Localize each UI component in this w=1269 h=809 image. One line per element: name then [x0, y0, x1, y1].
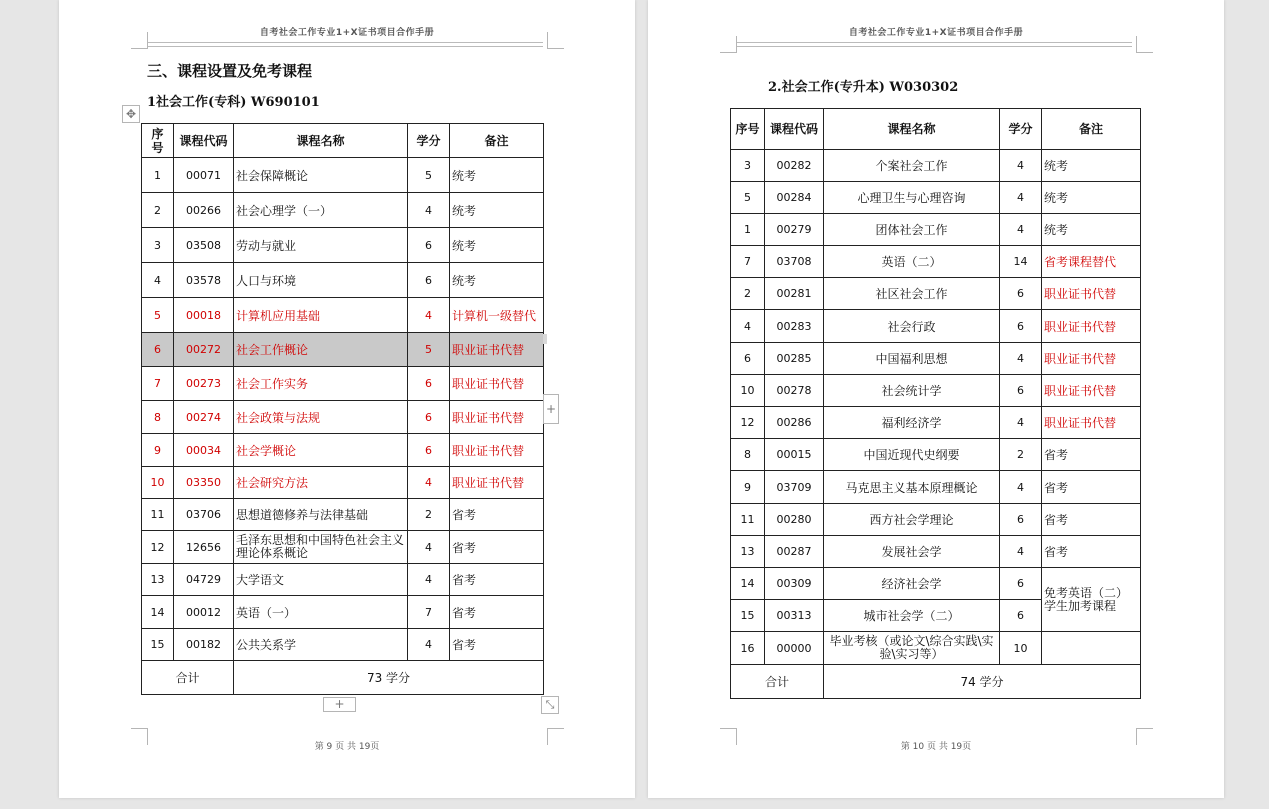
table-row [731, 375, 1141, 407]
table-row [142, 531, 544, 564]
table-row-highlighted [142, 367, 544, 401]
table-row [731, 568, 1141, 600]
course-note[interactable]: 统考 [450, 263, 544, 298]
page-footer: 第 9 页 共 19页 [314, 742, 380, 752]
table-header-row [731, 109, 1141, 150]
course-note[interactable]: 省考 [450, 564, 544, 596]
document-page-9 [59, 0, 635, 798]
add-column-icon[interactable]: + [543, 394, 559, 424]
header-rule [147, 42, 543, 47]
course-name[interactable]: 城市社会学（二） [824, 600, 1000, 632]
course-code[interactable]: 00284 [765, 182, 824, 214]
row-number[interactable]: 3 [731, 150, 765, 182]
course-credit[interactable]: 6 [408, 367, 450, 401]
course-code[interactable]: 00018 [174, 298, 234, 333]
table-caption: 2.社会工作(专升本) W030302 [768, 80, 959, 95]
course-code[interactable]: 00279 [765, 214, 824, 246]
table-row [731, 246, 1141, 278]
course-code[interactable]: 00282 [765, 150, 824, 182]
row-number[interactable]: 6 [731, 343, 765, 375]
course-note[interactable]: 职业证书代替 [1042, 343, 1141, 375]
course-credit[interactable]: 6 [408, 228, 450, 263]
table-total-row [731, 665, 1141, 699]
course-name[interactable]: 英语（二） [824, 246, 1000, 278]
course-note[interactable]: 统考 [1042, 214, 1141, 246]
course-note[interactable]: 职业证书代替 [450, 467, 544, 499]
course-code[interactable]: 03350 [174, 467, 234, 499]
course-credit[interactable]: 2 [408, 499, 450, 531]
row-number[interactable]: 5 [142, 298, 174, 333]
course-table-bachelor [730, 108, 1141, 699]
course-note[interactable] [1042, 632, 1141, 665]
course-credit[interactable]: 6 [408, 434, 450, 467]
table-row-selected [142, 333, 544, 367]
course-code[interactable]: 00012 [174, 596, 234, 629]
course-name[interactable]: 发展社会学 [824, 536, 1000, 568]
course-name[interactable]: 社会研究方法 [234, 467, 408, 499]
course-code[interactable]: 03708 [765, 246, 824, 278]
table-row [142, 228, 544, 263]
course-credit[interactable]: 6 [1000, 600, 1042, 632]
table-row [142, 499, 544, 531]
course-credit[interactable]: 6 [408, 263, 450, 298]
row-number[interactable]: 2 [142, 193, 174, 228]
course-name[interactable]: 毛泽东思想和中国特色社会主义理论体系概论 [234, 531, 408, 564]
course-code[interactable]: 00285 [765, 343, 824, 375]
table-row-highlighted [142, 434, 544, 467]
course-name[interactable]: 大学语文 [234, 564, 408, 596]
course-note[interactable]: 职业证书代替 [450, 333, 544, 367]
course-code[interactable]: 04729 [174, 564, 234, 596]
course-credit[interactable]: 4 [1000, 150, 1042, 182]
course-credit[interactable]: 5 [408, 158, 450, 193]
course-credit[interactable]: 4 [408, 564, 450, 596]
course-name[interactable]: 劳动与就业 [234, 228, 408, 263]
course-code[interactable]: 03508 [174, 228, 234, 263]
row-number[interactable]: 2 [731, 278, 765, 310]
course-credit[interactable]: 6 [1000, 375, 1042, 407]
course-credit[interactable]: 6 [408, 401, 450, 434]
table-row [142, 629, 544, 661]
table-caption: 1社会工作(专科) W690101 [147, 95, 320, 110]
table-row [731, 471, 1141, 504]
table-row [142, 564, 544, 596]
row-number[interactable]: 12 [142, 531, 174, 564]
row-number[interactable]: 5 [731, 182, 765, 214]
row-number[interactable]: 15 [142, 629, 174, 661]
column-resize-marker[interactable] [543, 334, 547, 344]
course-code[interactable]: 00015 [765, 439, 824, 471]
course-name[interactable]: 马克思主义基本原理概论 [824, 471, 1000, 504]
row-number[interactable]: 13 [731, 536, 765, 568]
course-note[interactable]: 职业证书代替 [450, 367, 544, 401]
page-header: 自考社会工作专业1+X证书项目合作手册 [848, 28, 1024, 38]
row-number[interactable]: 16 [731, 632, 765, 665]
course-name[interactable]: 中国近现代史纲要 [824, 439, 1000, 471]
course-note[interactable]: 省考 [450, 596, 544, 629]
course-name[interactable]: 英语（一） [234, 596, 408, 629]
table-row-highlighted [142, 401, 544, 434]
header-cell: 学分 [408, 124, 450, 158]
move-handle-icon[interactable]: ✥ [122, 105, 140, 123]
course-credit[interactable]: 7 [408, 596, 450, 629]
course-name[interactable]: 社会保障概论 [234, 158, 408, 193]
course-name[interactable]: 社会学概论 [234, 434, 408, 467]
row-number[interactable]: 1 [142, 158, 174, 193]
course-note[interactable]: 省考 [1042, 536, 1141, 568]
course-note[interactable]: 省考 [1042, 471, 1141, 504]
header-cell: 课程代码 [765, 109, 824, 150]
table-row [142, 158, 544, 193]
course-note[interactable]: 省考 [1042, 504, 1141, 536]
table-header-row [142, 124, 544, 158]
course-code[interactable]: 00266 [174, 193, 234, 228]
course-code[interactable]: 00272 [174, 333, 234, 367]
document-page-10 [648, 0, 1224, 798]
course-note[interactable]: 省考课程替代 [1042, 246, 1141, 278]
table-row [731, 632, 1141, 665]
course-name[interactable]: 思想道德修养与法律基础 [234, 499, 408, 531]
course-credit[interactable]: 4 [1000, 214, 1042, 246]
row-number[interactable]: 13 [142, 564, 174, 596]
header-cell: 课程名称 [234, 124, 408, 158]
margin-corner-mark [720, 36, 737, 53]
row-number[interactable]: 15 [731, 600, 765, 632]
course-note[interactable]: 省考 [1042, 439, 1141, 471]
course-note[interactable]: 省考 [450, 499, 544, 531]
row-number[interactable]: 12 [731, 407, 765, 439]
course-name[interactable]: 公共关系学 [234, 629, 408, 661]
table-row [731, 504, 1141, 536]
course-name[interactable]: 西方社会学理论 [824, 504, 1000, 536]
course-code[interactable]: 00273 [174, 367, 234, 401]
course-code[interactable]: 03706 [174, 499, 234, 531]
course-name[interactable]: 福利经济学 [824, 407, 1000, 439]
course-credit[interactable]: 5 [408, 333, 450, 367]
course-name[interactable]: 团体社会工作 [824, 214, 1000, 246]
course-name[interactable]: 中国福利思想 [824, 343, 1000, 375]
header-cell: 课程代码 [174, 124, 234, 158]
course-credit[interactable]: 4 [408, 531, 450, 564]
course-note[interactable]: 职业证书代替 [1042, 310, 1141, 343]
row-number[interactable]: 7 [731, 246, 765, 278]
course-code[interactable]: 00274 [174, 401, 234, 434]
course-name[interactable]: 社区社会工作 [824, 278, 1000, 310]
course-credit[interactable]: 4 [1000, 182, 1042, 214]
table-row [731, 182, 1141, 214]
table-row-highlighted [142, 298, 544, 333]
course-note[interactable]: 省考 [450, 531, 544, 564]
course-code[interactable]: 00071 [174, 158, 234, 193]
table-row [731, 439, 1141, 471]
add-row-icon[interactable]: + [323, 697, 356, 712]
merged-note[interactable]: 免考英语（二）学生加考课程 [1042, 568, 1141, 632]
page-footer: 第 10 页 共 19页 [900, 742, 972, 752]
page-header: 自考社会工作专业1+X证书项目合作手册 [259, 28, 435, 38]
row-number[interactable]: 9 [142, 434, 174, 467]
course-credit[interactable]: 6 [1000, 310, 1042, 343]
course-note[interactable]: 职业证书代替 [1042, 278, 1141, 310]
row-number[interactable]: 8 [731, 439, 765, 471]
course-note[interactable]: 统考 [450, 228, 544, 263]
row-number[interactable]: 14 [731, 568, 765, 600]
course-note[interactable]: 统考 [1042, 150, 1141, 182]
course-code[interactable]: 00313 [765, 600, 824, 632]
course-note[interactable]: 职业证书代替 [1042, 375, 1141, 407]
margin-corner-mark [547, 32, 564, 49]
total-label[interactable]: 合计 [731, 665, 824, 699]
course-code[interactable]: 00287 [765, 536, 824, 568]
row-number[interactable]: 11 [142, 499, 174, 531]
course-code[interactable]: 00034 [174, 434, 234, 467]
row-number[interactable]: 10 [142, 467, 174, 499]
course-name[interactable]: 计算机应用基础 [234, 298, 408, 333]
course-credit[interactable]: 6 [1000, 568, 1042, 600]
course-credit[interactable]: 6 [1000, 504, 1042, 536]
course-code[interactable]: 00283 [765, 310, 824, 343]
course-credit[interactable]: 2 [1000, 439, 1042, 471]
header-rule [736, 42, 1132, 47]
course-credit[interactable]: 4 [408, 629, 450, 661]
row-number[interactable]: 4 [142, 263, 174, 298]
course-code[interactable]: 00280 [765, 504, 824, 536]
row-number[interactable]: 14 [142, 596, 174, 629]
course-name[interactable]: 经济社会学 [824, 568, 1000, 600]
table-row-highlighted [142, 467, 544, 499]
row-number[interactable]: 11 [731, 504, 765, 536]
course-credit[interactable]: 4 [408, 193, 450, 228]
resize-handle-icon[interactable]: ⤡ [541, 696, 559, 714]
total-label[interactable]: 合计 [142, 661, 234, 695]
course-name[interactable]: 社会心理学（一） [234, 193, 408, 228]
total-value[interactable]: 74 学分 [824, 665, 1141, 699]
table-total-row [142, 661, 544, 695]
margin-corner-mark [131, 32, 148, 49]
row-number[interactable]: 7 [142, 367, 174, 401]
course-name[interactable]: 人口与环境 [234, 263, 408, 298]
course-code[interactable]: 00182 [174, 629, 234, 661]
section-title: 三、课程设置及免考课程 [147, 62, 313, 80]
course-code[interactable]: 00000 [765, 632, 824, 665]
course-code[interactable]: 00309 [765, 568, 824, 600]
header-cell: 序号 [142, 124, 174, 158]
course-note[interactable]: 职业证书代替 [450, 434, 544, 467]
table-row [142, 193, 544, 228]
row-number[interactable]: 3 [142, 228, 174, 263]
course-code[interactable]: 03709 [765, 471, 824, 504]
course-name[interactable]: 心理卫生与心理咨询 [824, 182, 1000, 214]
course-note[interactable]: 统考 [1042, 182, 1141, 214]
course-credit[interactable]: 4 [1000, 536, 1042, 568]
header-cell: 课程名称 [824, 109, 1000, 150]
header-cell: 序号 [731, 109, 765, 150]
course-name[interactable]: 社会政策与法规 [234, 401, 408, 434]
row-number[interactable]: 9 [731, 471, 765, 504]
course-credit[interactable]: 4 [408, 298, 450, 333]
header-cell: 备注 [450, 124, 544, 158]
course-credit[interactable]: 10 [1000, 632, 1042, 665]
course-credit[interactable]: 6 [1000, 278, 1042, 310]
course-credit[interactable]: 4 [408, 467, 450, 499]
course-note[interactable]: 统考 [450, 158, 544, 193]
course-name[interactable]: 个案社会工作 [824, 150, 1000, 182]
course-credit[interactable]: 4 [1000, 471, 1042, 504]
course-note[interactable]: 省考 [450, 629, 544, 661]
table-row [731, 278, 1141, 310]
course-code[interactable]: 00281 [765, 278, 824, 310]
table-row [731, 407, 1141, 439]
course-name[interactable]: 社会统计学 [824, 375, 1000, 407]
row-number[interactable]: 10 [731, 375, 765, 407]
course-code[interactable]: 12656 [174, 531, 234, 564]
course-code[interactable]: 00278 [765, 375, 824, 407]
margin-corner-mark [1136, 36, 1153, 53]
header-cell: 备注 [1042, 109, 1141, 150]
table-row [731, 310, 1141, 343]
table-row [731, 536, 1141, 568]
table-row [142, 263, 544, 298]
course-note[interactable]: 计算机一级替代 [450, 298, 544, 333]
course-note[interactable]: 职业证书代替 [450, 401, 544, 434]
total-value[interactable]: 73 学分 [234, 661, 544, 695]
course-note[interactable]: 统考 [450, 193, 544, 228]
row-number[interactable]: 1 [731, 214, 765, 246]
header-cell: 学分 [1000, 109, 1042, 150]
course-credit[interactable]: 14 [1000, 246, 1042, 278]
course-name[interactable]: 社会工作概论 [234, 333, 408, 367]
row-number[interactable]: 8 [142, 401, 174, 434]
course-code[interactable]: 03578 [174, 263, 234, 298]
course-note[interactable]: 职业证书代替 [1042, 407, 1141, 439]
row-number[interactable]: 6 [142, 333, 174, 367]
row-number[interactable]: 4 [731, 310, 765, 343]
course-name[interactable]: 毕业考核（或论文\综合实践\实验\实习等） [824, 632, 1000, 665]
table-row [142, 596, 544, 629]
course-name[interactable]: 社会行政 [824, 310, 1000, 343]
course-table-diploma [141, 123, 544, 695]
table-row [731, 214, 1141, 246]
table-row [731, 150, 1141, 182]
table-row [731, 343, 1141, 375]
course-credit[interactable]: 4 [1000, 407, 1042, 439]
course-code[interactable]: 00286 [765, 407, 824, 439]
course-name[interactable]: 社会工作实务 [234, 367, 408, 401]
course-credit[interactable]: 4 [1000, 343, 1042, 375]
